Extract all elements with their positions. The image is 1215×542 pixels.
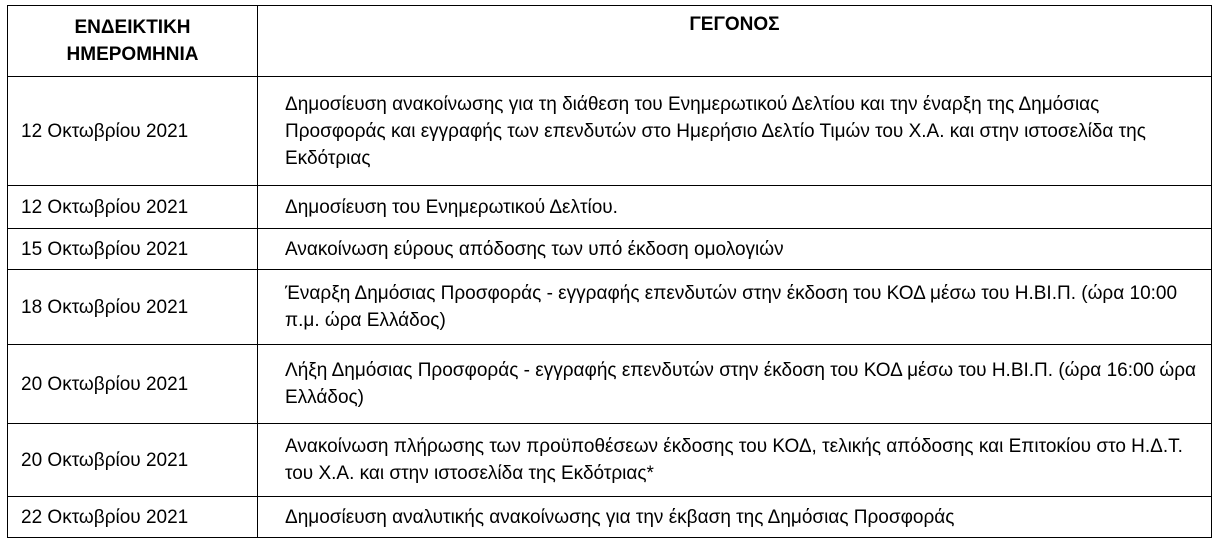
row-event: Λήξη Δημόσιας Προσφοράς - εγγραφής επενδυτών στην έκδοση του ΚΟΔ μέσω του Η.ΒΙ.Π. (ώρα 16:00 ώρα Ελλάδος) xyxy=(258,345,1212,424)
row-date: 12 Οκτωβρίου 2021 xyxy=(8,186,258,229)
event-column-header: ΓΕΓΟΝΟΣ xyxy=(258,6,1212,77)
row-date: 18 Οκτωβρίου 2021 xyxy=(8,270,258,345)
date-header-line1: ΕΝΔΕΙΚΤΙΚΗ xyxy=(74,17,191,38)
row-date: 15 Οκτωβρίου 2021 xyxy=(8,229,258,270)
row-event: Έναρξη Δημόσιας Προσφοράς - εγγραφής επενδυτών στην έκδοση του ΚΟΔ μέσω του Η.ΒΙ.Π. (ώρα 10:00 π.μ. ώρα Ελλάδος) xyxy=(258,270,1212,345)
table-row xyxy=(8,77,1212,186)
row-date: 20 Οκτωβρίου 2021 xyxy=(8,345,258,424)
date-header-line2: ΗΜΕΡΟΜΗΝΙΑ xyxy=(66,44,199,65)
header-row xyxy=(8,6,1212,77)
table-row xyxy=(8,270,1212,345)
table-row xyxy=(8,229,1212,270)
row-event: Δημοσίευση αναλυτικής ανακοίνωσης για την έκβαση της Δημόσιας Προσφοράς xyxy=(258,497,1212,538)
row-event: Δημοσίευση του Ενημερωτικού Δελτίου. xyxy=(258,186,1212,229)
row-date: 22 Οκτωβρίου 2021 xyxy=(8,497,258,538)
table-row xyxy=(8,424,1212,497)
table-row xyxy=(8,497,1212,538)
row-event: Ανακοίνωση πλήρωσης των προϋποθέσεων έκδοσης του ΚΟΔ, τελικής απόδοσης και Επιτοκίου στο Η.Δ.Τ. του Χ.Α. και στην ιστοσελίδα της Εκδότριας* xyxy=(258,424,1212,497)
row-date: 12 Οκτωβρίου 2021 xyxy=(8,77,258,186)
table-row xyxy=(8,186,1212,229)
table-row xyxy=(8,345,1212,424)
row-date: 20 Οκτωβρίου 2021 xyxy=(8,424,258,497)
date-column-header xyxy=(8,6,258,77)
timetable xyxy=(7,5,1212,538)
row-event: Ανακοίνωση εύρους απόδοσης των υπό έκδοση ομολογιών xyxy=(258,229,1212,270)
row-event: Δημοσίευση ανακοίνωσης για τη διάθεση του Ενημερωτικού Δελτίου και την έναρξη της Δημόσιας Προσφοράς και εγγραφής των επενδυτών στο Ημερήσιο Δελτίο Τιμών του Χ.Α. και στην ιστοσελίδα της Εκδότριας xyxy=(258,77,1212,186)
